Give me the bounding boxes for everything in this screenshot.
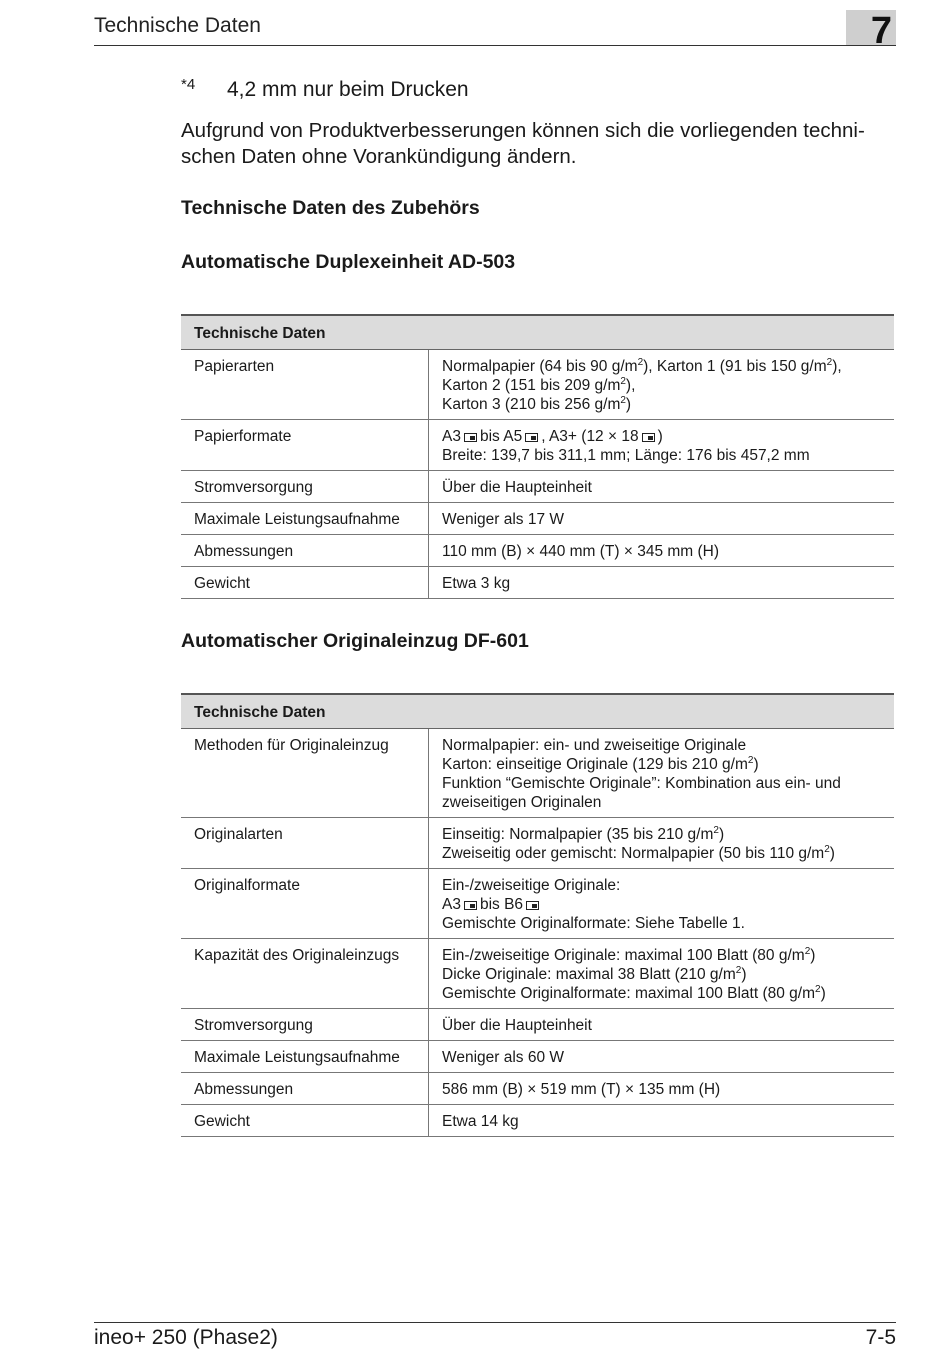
duplex-spec-table	[181, 314, 894, 599]
row-label: Gewicht	[181, 1105, 429, 1137]
footnote-mark: *4	[181, 76, 196, 93]
notice-paragraph: Aufgrund von Produktverbesserungen können sich die vorliegenden techni-schen Daten ohne Vorankündigung ändern.	[181, 119, 865, 168]
row-label: Maximale Leistungsaufnahme	[181, 503, 429, 535]
feeder-spec-table	[181, 693, 894, 1137]
table-row	[181, 350, 894, 420]
table-row	[181, 869, 894, 939]
table-header-row	[181, 315, 894, 350]
row-label: Maximale Leistungsaufnahme	[181, 1041, 429, 1073]
row-label: Papierarten	[181, 350, 429, 420]
landscape-orientation-icon	[464, 901, 477, 910]
row-label: Gewicht	[181, 567, 429, 599]
table-row	[181, 535, 894, 567]
row-value: Ein-/zweiseitige Originale: maximal 100 Blatt (80 $g/m^2$) Dicke Originale: maximal 38 Blatt (210 $g/m^2$) Gemischte Originalformate: maximal 100 Blatt (80 $g/m^2$)	[429, 939, 895, 1009]
row-label: Abmessungen	[181, 1073, 429, 1105]
section-heading: Technische Daten des Zubehörs	[181, 197, 480, 219]
header-rule	[94, 45, 896, 46]
table-row	[181, 1009, 894, 1041]
landscape-orientation-icon	[525, 433, 538, 442]
footnote-text: 4,2 mm nur beim Drucken	[227, 78, 469, 101]
table-header-cell: Technische Daten	[181, 315, 894, 350]
footer-page-number: 7-5	[865, 1326, 896, 1349]
row-value: Weniger als 60 W	[429, 1041, 895, 1073]
row-value: 586 mm (B) × 519 mm (T) × 135 mm (H)	[429, 1073, 895, 1105]
row-value: Weniger als 17 W	[429, 503, 895, 535]
row-label: Stromversorgung	[181, 1009, 429, 1041]
row-label: Originalarten	[181, 818, 429, 869]
chapter-number: 7	[870, 10, 892, 52]
row-value: Ein-/zweiseitige Originale: A3 bis B6 Gemischte Originalformate: Siehe Tabelle 1.	[429, 869, 895, 939]
table-row	[181, 1073, 894, 1105]
row-label: Abmessungen	[181, 535, 429, 567]
table-row	[181, 939, 894, 1009]
table-row	[181, 818, 894, 869]
table-row	[181, 729, 894, 818]
row-label: Kapazität des Originaleinzugs	[181, 939, 429, 1009]
table-row	[181, 1041, 894, 1073]
row-label: Papierformate	[181, 420, 429, 471]
landscape-orientation-icon	[526, 901, 539, 910]
row-label: Stromversorgung	[181, 471, 429, 503]
table-header-row	[181, 694, 894, 729]
row-value: Etwa 14 kg	[429, 1105, 895, 1137]
table-row	[181, 567, 894, 599]
row-label: Methoden für Originaleinzug	[181, 729, 429, 818]
row-value: Normalpapier (64 bis 90 $g/m^2$), Karton 1 (91 bis 150 $g/m^2$), Karton 2 (151 bis 209 $g/m^2$), Karton 3 (210 bis 256 $g/m^2$)	[429, 350, 895, 420]
row-value: A3 bis A5 , A3+ (12 × 18 ) Breite: 139,7 bis 311,1 mm; Länge: 176 bis 457,2 mm	[429, 420, 895, 471]
feeder-heading: Automatischer Originaleinzug DF-601	[181, 630, 529, 652]
running-header-title: Technische Daten	[94, 14, 261, 37]
row-value: Etwa 3 kg	[429, 567, 895, 599]
table-row	[181, 1105, 894, 1137]
landscape-orientation-icon	[464, 433, 477, 442]
table-header-cell: Technische Daten	[181, 694, 894, 729]
row-value: Einseitig: Normalpapier (35 bis 210 $g/m^2$) Zweiseitig oder gemischt: Normalpapier (50 bis 110 $g/m^2$)	[429, 818, 895, 869]
row-label: Originalformate	[181, 869, 429, 939]
row-value: Über die Haupteinheit	[429, 1009, 895, 1041]
footer-product-name: ineo+ 250 (Phase2)	[94, 1326, 278, 1349]
landscape-orientation-icon	[642, 433, 655, 442]
table-row	[181, 420, 894, 471]
table-row	[181, 471, 894, 503]
footer-rule	[94, 1322, 896, 1323]
row-value: Normalpapier: ein- und zweiseitige Originale Karton: einseitige Originale (129 bis 210 $g/m^2$) Funktion “Gemischte Originale”: Kombination aus ein- und zweiseitigen Originalen	[429, 729, 895, 818]
duplex-heading: Automatische Duplexeinheit AD-503	[181, 251, 516, 273]
row-value: Über die Haupteinheit	[429, 471, 895, 503]
table-row	[181, 503, 894, 535]
row-value: 110 mm (B) × 440 mm (T) × 345 mm (H)	[429, 535, 895, 567]
chapter-tab	[846, 10, 896, 52]
